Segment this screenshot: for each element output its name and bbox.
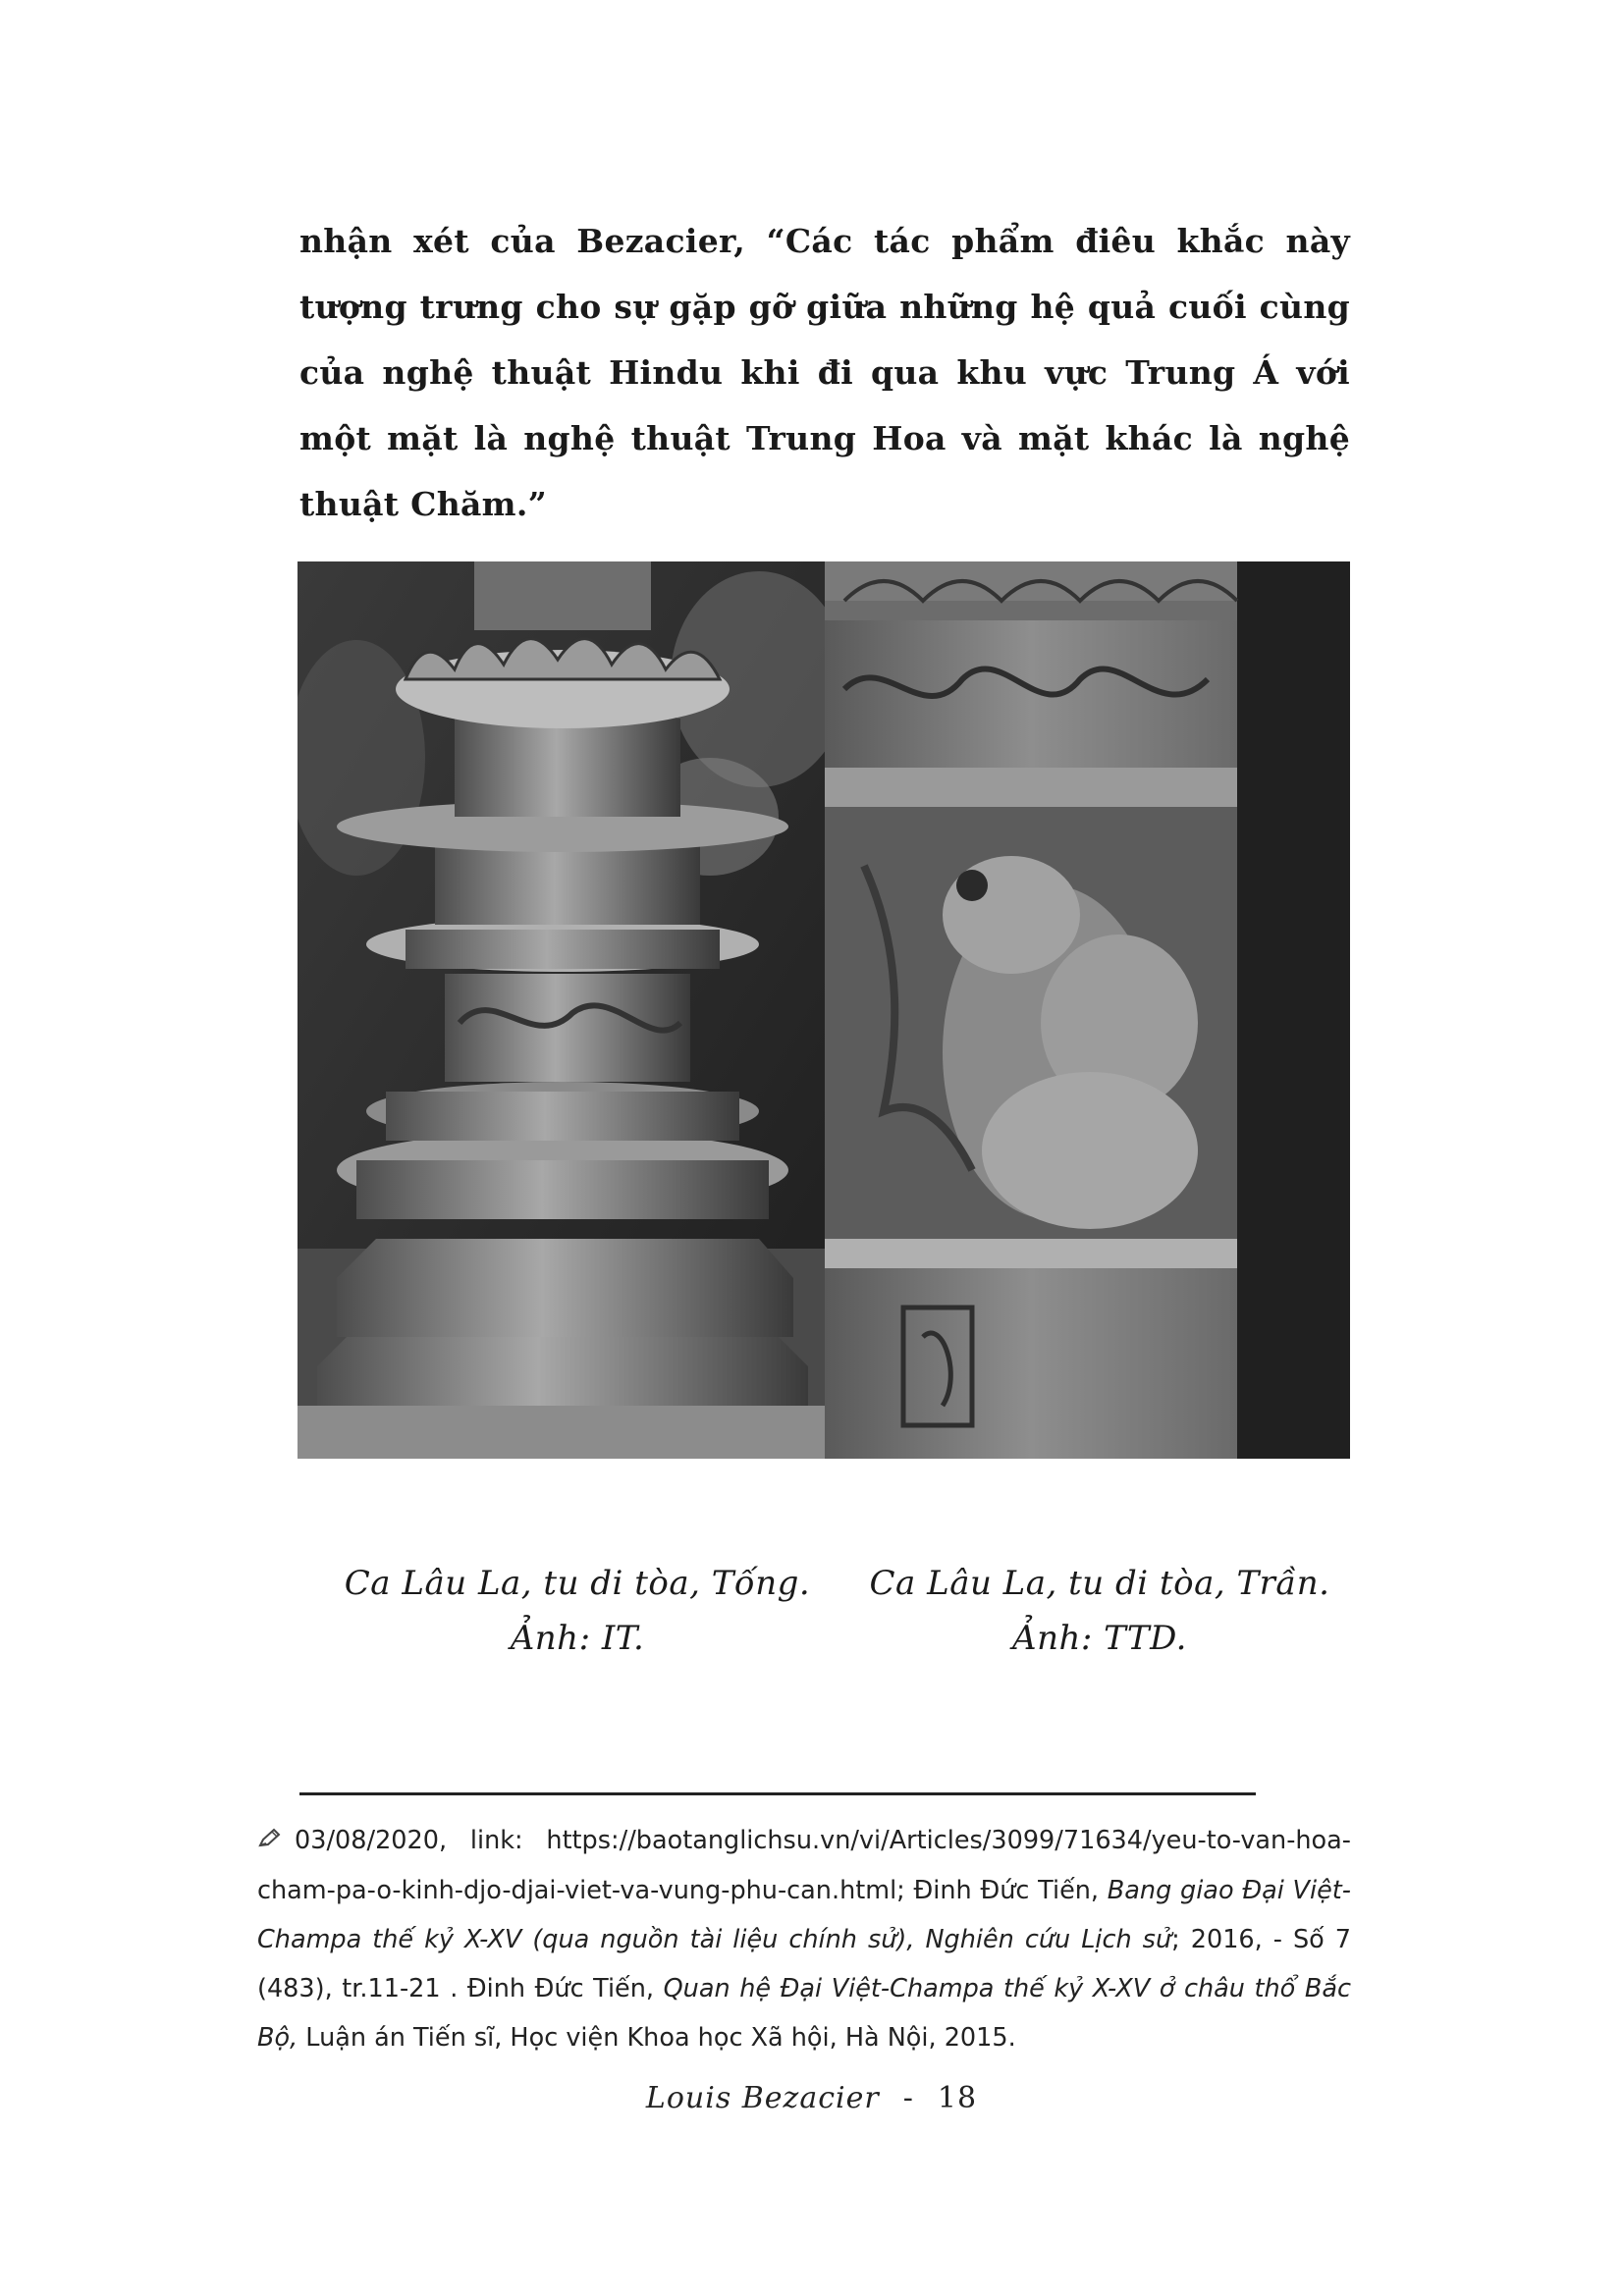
caption-tran-credit: Ảnh: TTD. (1012, 1619, 1187, 1658)
footnote-text-1: 03/08/2020, link: https://baotanglichsu.vn/vi/Articles/3099/71634/yeu-to-van-hoa-cham-pa-o-kinh-djo-djai-viet-va-vung-phu-can.html; Đinh Đức Tiến, (257, 1826, 1351, 1905)
caption-tong (317, 1556, 838, 1666)
pencil-icon (257, 1817, 285, 1866)
pedestal-tong-image (298, 561, 825, 1459)
photo-garuda-tran (825, 561, 1350, 1459)
footnote (257, 1816, 1351, 2062)
caption-tong-credit: Ảnh: IT. (510, 1619, 645, 1658)
figure-captions (298, 1556, 1350, 1666)
garuda-tran-image (825, 561, 1350, 1459)
body-paragraph: nhận xét của Bezacier, “Các tác phẩm điêu khắc này tượng trưng cho sự gặp gỡ giữa những hệ quả cuối cùng của nghệ thuật Hindu khi đi qua khu vực Trung Á với một mặt là nghệ thuật Trung Hoa và mặt khác là nghệ thuật Chăm.” (299, 222, 1350, 523)
body-paragraph-block (299, 208, 1350, 537)
footnote-divider (299, 1792, 1256, 1795)
caption-tran-title: Ca Lâu La, tu di tòa, Trần. (869, 1564, 1330, 1603)
caption-tran (849, 1556, 1350, 1666)
footnote-title-1: Bang giao Đại Việt-Champa thế kỷ X-XV (qua nguồn tài liệu chính sử), Nghiên cứu Lịch sử (257, 1876, 1351, 1954)
footnote-text-2: ; 2016, - Số 7 (483), tr.11-21 . Đinh Đức Tiến, (257, 1925, 1352, 2003)
running-footer-author: Louis Bezacier (645, 2081, 880, 2115)
photo-pedestal-tong (298, 561, 825, 1459)
footnote-title-2: Quan hệ Đại Việt-Champa thế kỷ X-XV ở châu thổ Bắc Bộ, (257, 1974, 1352, 2053)
caption-tong-title: Ca Lâu La, tu di tòa, Tống. (344, 1564, 811, 1603)
page-footer (0, 2081, 1623, 2115)
figure-row (298, 561, 1350, 1459)
page-number: 18 (937, 2081, 978, 2115)
footer-separator: - (902, 2081, 914, 2115)
footnote-text-3: Luận án Tiến sĩ, Học viện Khoa học Xã hội, Hà Nội, 2015. (298, 2023, 1016, 2053)
